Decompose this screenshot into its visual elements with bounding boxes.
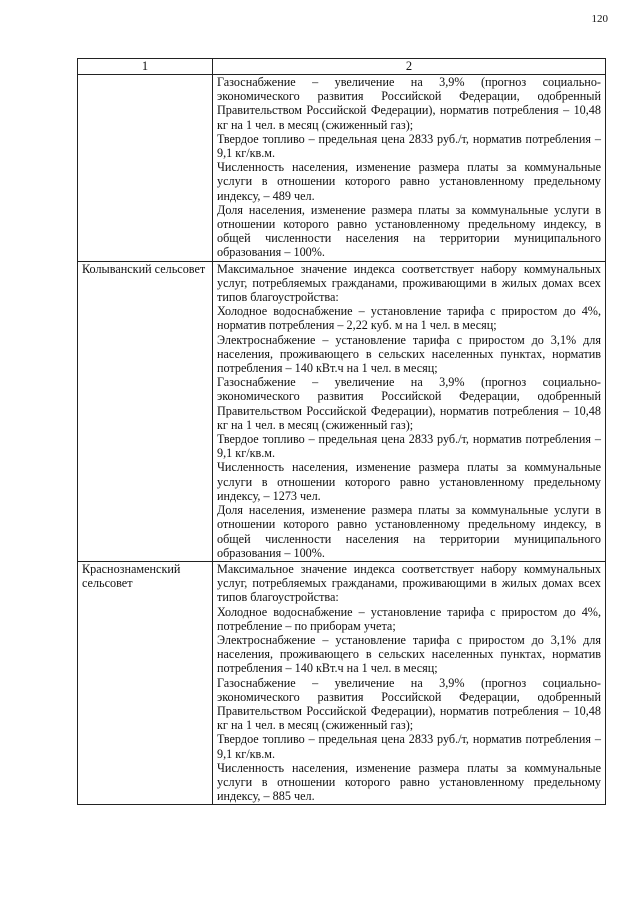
description-paragraph: Численность населения, изменение размера платы за коммунальные услуги в отношении которого равно установленному предельному индексу, – 885 чел. bbox=[217, 760, 601, 804]
tariff-table bbox=[77, 58, 606, 805]
description-paragraph: Численность населения, изменение размера платы за коммунальные услуги в отношении которого равно установленному предельному индексу, – 489 чел. bbox=[217, 160, 601, 203]
table-row bbox=[78, 75, 606, 262]
header-col-2: 2 bbox=[213, 59, 606, 75]
description-paragraph: Холодное водоснабжение – установление тарифа с приростом до 4%, потребление – по приборам учета; bbox=[217, 604, 601, 633]
description-paragraph: Максимальное значение индекса соответствует набору коммунальных услуг, потребляемых гражданами, проживающими в жилых домах всех типов благоустройства: bbox=[217, 561, 601, 605]
description-cell bbox=[213, 75, 606, 262]
description-paragraph: Доля населения, изменение размера платы за коммунальные услуги в отношении которого равно установленному предельному индексу, в общей численности населения на территории муниципального образования – 100%. bbox=[217, 503, 601, 560]
region-name-cell bbox=[78, 75, 213, 262]
region-name-cell: Колыванский сельсовет bbox=[78, 261, 213, 561]
region-name-cell: Краснознаменский сельсовет bbox=[78, 561, 213, 804]
description-paragraph: Твердое топливо – предельная цена 2833 руб./т, норматив потребления – 9,1 кг/кв.м. bbox=[217, 131, 601, 161]
description-paragraph: Доля населения, изменение размера платы за коммунальные услуги в отношении которого равно установленному предельному индексу, в общей численности населения на территории муниципального образования – 100%. bbox=[217, 202, 601, 260]
description-paragraph: Газоснабжение – увеличение на 3,9% (прогноз социально-экономического развития Российской Федерации, одобренный Правительством Российской Федерации), норматив потребления – 10,48 кг на 1 чел. в месяц (сжиженный газ); bbox=[217, 75, 601, 132]
description-paragraph: Максимальное значение индекса соответствует набору коммунальных услуг, потребляемых гражданами, проживающими в жилых домах всех типов благоустройства: bbox=[217, 261, 601, 305]
description-paragraph: Газоснабжение – увеличение на 3,9% (прогноз социально-экономического развития Российской Федерации, одобренный Правительством Российской Федерации), норматив потребления – 10,48 кг на 1 чел. в месяц (сжиженный газ); bbox=[217, 675, 601, 733]
description-paragraph: Газоснабжение – увеличение на 3,9% (прогноз социально-экономического развития Российской Федерации, одобренный Правительством Российской Федерации), норматив потребления – 10,48 кг на 1 чел. в месяц (сжиженный газ); bbox=[217, 375, 601, 432]
header-col-1: 1 bbox=[78, 59, 213, 75]
description-paragraph: Численность населения, изменение размера платы за коммунальные услуги в отношении которого равно установленному предельному индексу, – 1273 чел. bbox=[217, 460, 601, 503]
description-paragraph: Холодное водоснабжение – установление тарифа с приростом до 4%, норматив потребления – 2,22 куб. м на 1 чел. в месяц; bbox=[217, 304, 601, 333]
description-cell bbox=[213, 261, 606, 561]
description-paragraph: Электроснабжение – установление тарифа с приростом до 3,1% для населения, проживающего в сельских населенных пунктах, норматив потребления – 140 кВт.ч на 1 чел. в месяц; bbox=[217, 332, 601, 376]
description-paragraph: Электроснабжение – установление тарифа с приростом до 3,1% для населения, проживающего в сельских населенных пунктах, норматив потребления – 140 кВт.ч на 1 чел. в месяц; bbox=[217, 632, 601, 676]
table-row bbox=[78, 261, 606, 561]
description-cell bbox=[213, 561, 606, 804]
table-body bbox=[78, 75, 606, 805]
description-paragraph: Твердое топливо – предельная цена 2833 руб./т, норматив потребления – 9,1 кг/кв.м. bbox=[217, 732, 601, 761]
table-header-row bbox=[78, 59, 606, 75]
table-row bbox=[78, 561, 606, 804]
description-paragraph: Твердое топливо – предельная цена 2833 руб./т, норматив потребления – 9,1 кг/кв.м. bbox=[217, 432, 601, 461]
page-number: 120 bbox=[591, 13, 608, 25]
